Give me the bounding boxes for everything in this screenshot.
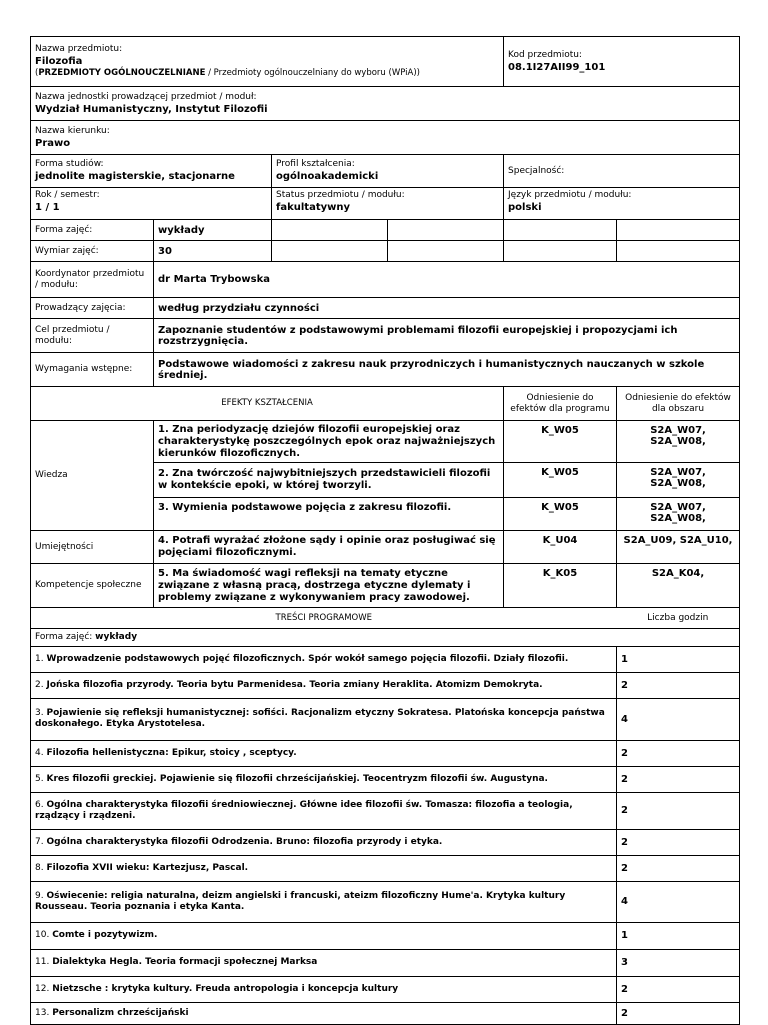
content-row: 2. Jońska filozofia przyrody. Teoria bytu Parmenidesa. Teoria zmiany Heraklita. Atomizm Demokryta. 2: [31, 672, 740, 698]
subject-name: Filozofia: [35, 56, 83, 67]
syllabus-sheet: [30, 36, 739, 1025]
field-name: Prawo: [35, 137, 71, 149]
effect-row: 3. Wymienia podstawowe pojęcia z zakresu filozofii. K_W05 S2A_W07, S2A_W08,: [31, 498, 740, 531]
content-hours-header: Liczba godzin: [617, 608, 740, 629]
content-table: [30, 607, 740, 647]
subject-group: PRZEDMIOTY OGÓLNOUCZELNIANE: [38, 68, 206, 78]
coordinator-value: dr Marta Trybowska: [154, 262, 740, 298]
form-classes-label: Forma zajęć:: [31, 220, 154, 241]
goal-value: Zapoznanie studentów z podstawowymi problemami filozofii europejskiej i propozycjami ich rozstrzygnięcia.: [154, 319, 740, 353]
requirements-value: Podstawowe wiadomości z zakresu nauk przyrodniczych i humanistycznych nauczanych w szkole średniej.: [154, 353, 740, 387]
header-table: [30, 36, 740, 155]
content-form-row: Forma zajęć: wykłady: [31, 629, 740, 647]
category-skills: Umiejętności: [31, 531, 154, 564]
details-table: [30, 154, 740, 387]
hours-label: Wymiar zajęć:: [31, 241, 154, 262]
content-row: 1. Wprowadzenie podstawowych pojęć filozoficznych. Spór wokół samego pojęcia filozofii. Działy filozofii. 1: [31, 646, 740, 672]
content-row: 4. Filozofia hellenistyczna: Epikur, stoicy , sceptycy. 2: [31, 740, 740, 766]
content-row: 13. Personalizm chrześcijański 2: [31, 1002, 740, 1024]
status-cell: Status przedmiotu / modułu: fakultatywny: [272, 188, 504, 220]
subject-code: 08.1I27AII99_101: [508, 61, 606, 73]
lecturers-label: Prowadzący zajęcia:: [31, 298, 154, 319]
category-social: Kompetencje społeczne: [31, 564, 154, 608]
effect-row: 2. Zna twórczość najwybitniejszych przedstawicieli filozofii w kontekście epoki, w której tworzyli. K_W05 S2A_W07, S2A_W08,: [31, 463, 740, 498]
content-row: 5. Kres filozofii greckiej. Pojawienie się filozofii chrześcijańskiej. Teocentryzm filozofii św. Augustyna. 2: [31, 766, 740, 792]
effects-col-program: Odniesienie do efektów dla programu: [504, 387, 617, 421]
content-row: 10. Comte i pozytywizm. 1: [31, 922, 740, 949]
effects-header: EFEKTY KSZTAŁCENIA: [31, 387, 504, 421]
effect-row: Wiedza 1. Zna periodyzację dziejów filozofii europejskiej oraz charakterystykę poszczególnych epok oraz najważniejszych kierunków filozoficznych. K_W05 S2A_W07, S2A_W08,: [31, 421, 740, 463]
language-cell: Język przedmiotu / modułu: polski: [504, 188, 740, 220]
content-row: 7. Ogólna charakterystyka filozofii Odrodzenia. Bruno: filozofia przyrody i etyka. 2: [31, 829, 740, 855]
content-rows-table: [30, 646, 740, 1025]
content-row: 11. Dialektyka Hegla. Teoria formacji społecznej Marksa 3: [31, 949, 740, 976]
hours-value: 30: [154, 241, 272, 262]
content-row: 8. Filozofia XVII wieku: Kartezjusz, Pascal. 2: [31, 855, 740, 881]
specialty-cell: Specjalność:: [504, 155, 740, 188]
content-row: 6. Ogólna charakterystyka filozofii średniowiecznej. Główne idee filozofii św. Tomasza: filozofia a teologia, rządzący i rządzeni. 2: [31, 792, 740, 829]
content-row: 3. Pojawienie się refleksji humanistycznej: sofiści. Racjonalizm etyczny Sokratesa. Platońska koncepcja państwa doskonałego. Etyka Arystotelesa. 4: [31, 698, 740, 740]
goal-label: Cel przedmiotu / modułu:: [31, 319, 154, 353]
requirements-label: Wymagania wstępne:: [31, 353, 154, 387]
unit-name: Wydział Humanistyczny, Instytut Filozofii: [35, 103, 268, 115]
category-knowledge: Wiedza: [31, 421, 154, 531]
field-cell: Nazwa kierunku: Prawo: [31, 121, 740, 155]
effects-col-area: Odniesienie do efektów dla obszaru: [617, 387, 740, 421]
content-header: TREŚCI PROGRAMOWE: [31, 608, 617, 629]
unit-cell: Nazwa jednostki prowadzącej przedmiot / moduł: Wydział Humanistyczny, Instytut Filozofii: [31, 87, 740, 121]
study-form-cell: Forma studiów: jednolite magisterskie, stacjonarne: [31, 155, 272, 188]
content-row: 12. Nietzsche : krytyka kultury. Freuda antropologia i koncepcja kultury 2: [31, 976, 740, 1002]
subject-code-cell: Kod przedmiotu: 08.1I27AII99_101: [504, 37, 740, 87]
subject-name-cell: Nazwa przedmiotu: Filozofia (PRZEDMIOTY OGÓLNOUCZELNIANE / Przedmioty ogólnouczelniany do wyboru (WPiA)): [31, 37, 504, 87]
effect-row: Kompetencje społeczne 5. Ma świadomość wagi refleksji na tematy etyczne związane z własną pracą, dostrzega etyczne dylematy i problemy związane z wykonywaniem pracy zawodowej. K_K05 S2A_K04,: [31, 564, 740, 608]
profile-cell: Profil kształcenia: ogólnoakademicki: [272, 155, 504, 188]
effect-row: Umiejętności 4. Potrafi wyrażać złożone sądy i opinie oraz posługiwać się pojęciami filozoficznymi. K_U04 S2A_U09, S2A_U10,: [31, 531, 740, 564]
effects-table: [30, 386, 740, 608]
form-classes-value: wykłady: [154, 220, 272, 241]
year-cell: Rok / semestr: 1 / 1: [31, 188, 272, 220]
content-row: 9. Oświecenie: religia naturalna, deizm angielski i francuski, ateizm filozoficzny Hume'a. Krytyka kultury Rousseau. Teoria poznania i etyka Kanta. 4: [31, 881, 740, 922]
lecturers-value: według przydziału czynności: [154, 298, 740, 319]
coordinator-label: Koordynator przedmiotu / modułu:: [31, 262, 154, 298]
